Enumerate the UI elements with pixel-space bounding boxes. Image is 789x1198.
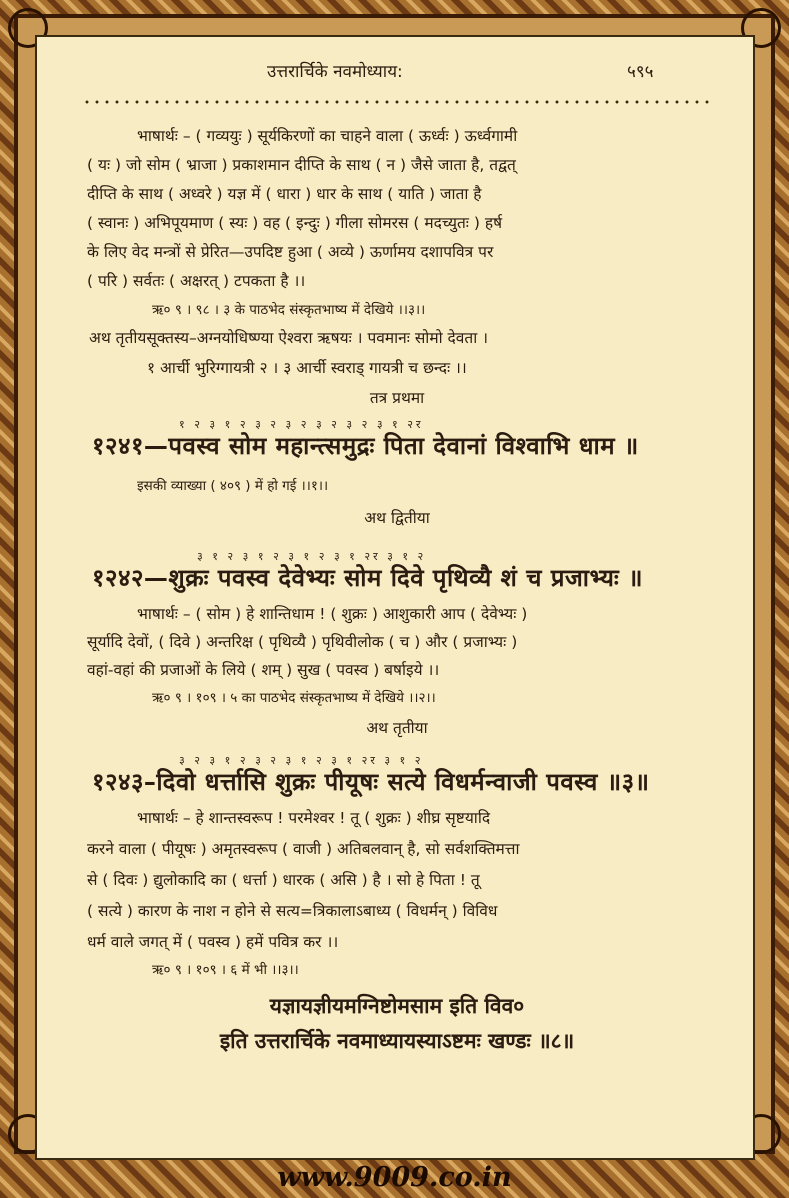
meaning-line: के लिए वेद मन्त्रों से प्रेरित—उपदिष्ट हुआ ( अव्ये ) ऊर्णामय दशापवित्र पर xyxy=(87,243,494,261)
accent-marks: ३ १ २ ३ १ २ ३ १ २ ३ १ २र ३ १ २ xyxy=(197,550,427,563)
accent-marks: १ २ ३ १ २ ३ २ ३ २ ३ २ ३ २ ३ १ २र xyxy=(179,418,424,431)
sukta-line: १ आर्ची भुरिग्गायत्री २ । ३ आर्ची स्वराड् गायत्री च छन्दः ।। xyxy=(147,359,467,377)
meaning-line: भाषार्थः – हे शान्तस्वरूप ! परमेश्वर ! तू ( शुक्रः ) शीघ्र सृष्टयादि xyxy=(137,809,491,827)
meaning-line: वहां-वहां की प्रजाओं के लिये ( शम् ) सुख ( पवस्व ) बर्षाइये ।। xyxy=(87,661,440,679)
page-number: ५९५ xyxy=(627,62,654,82)
dotted-divider xyxy=(82,99,712,105)
website-footer[interactable]: www.9009.co.in xyxy=(277,1162,512,1193)
colophon-line: यज्ञायज्ञीयमग्निष्टोमसाम इति विव० xyxy=(269,994,525,1018)
verse-1242: १२४२—शुक्रः पवस्व देवेभ्यः सोम दिवे पृथिव्यै शं च प्रजाभ्यः ॥ xyxy=(92,564,643,592)
meaning-line: सूर्यादि देवों, ( दिवे ) अन्तरिक्ष ( पृथिव्यै ) पृथिवीलोक ( च ) और ( प्रजाभ्यः ) xyxy=(87,633,518,651)
verse-1241: १२४१—पवस्व सोम महान्त्समुद्रः पिता देवानां विश्वाभि धाम ॥ xyxy=(92,432,639,460)
book-page xyxy=(35,35,755,1160)
verse-heading: अथ द्वितीया xyxy=(364,509,430,527)
meaning-line: ( परि ) सर्वतः ( अक्षरत् ) टपकता है ।। xyxy=(87,272,306,290)
page-header xyxy=(37,59,757,85)
meaning-line: ( यः ) जो सोम ( भ्राजा ) प्रकाशमान दीप्ति के साथ ( न ) जैसे जाता है, तद्वत् xyxy=(87,156,516,174)
meaning-line: ( स्वानः ) अभिपूयमाण ( स्यः ) वह ( इन्दुः ) गीला सोमरस ( मदच्युतः ) हर्ष xyxy=(87,214,503,232)
meaning-line: ( सत्ये ) कारण के नाश न होने से सत्य=त्रिकालाऽबाध्य ( विधर्मन् ) विविध xyxy=(87,902,498,920)
verse-heading: अथ तृतीया xyxy=(366,719,428,737)
colophon-line: इति उत्तरार्चिके नवमाध्यायस्याऽष्टमः खण्डः ॥८॥ xyxy=(219,1029,575,1053)
verse-heading: तत्र प्रथमा xyxy=(369,389,425,407)
reference-line: ऋ० ९ । १०९ । ५ का पाठभेद संस्कृतभाष्य में देखिये ।।२।। xyxy=(152,690,436,706)
reference-line: ऋ० ९ । ९८ । ३ के पाठभेद संस्कृतभाष्य में देखिये ।।३।। xyxy=(152,302,426,318)
meaning-line: से ( दिवः ) द्युलोकादि का ( धर्त्ता ) धारक ( असि ) है । सो हे पिता ! तू xyxy=(87,871,480,889)
accent-marks: ३ २ ३ १ २ ३ २ ३ १ २ ३ १ २र ३ १ २ xyxy=(179,754,424,767)
explanation-note: इसकी व्याख्या ( ४०९ ) में हो गई ।।१।। xyxy=(137,478,329,494)
sukta-line: अथ तृतीयसूक्तस्य–अग्नयोधिष्ण्या ऐश्वरा ऋषयः । पवमानः सोमो देवता । xyxy=(89,329,489,347)
meaning-line: भाषार्थः – ( सोम ) हे शान्तिधाम ! ( शुक्रः ) आशुकारी आप ( देवेभ्यः ) xyxy=(137,605,528,623)
verse-1243: १२४३–दिवो धर्त्तासि शुक्रः पीयूषः सत्ये विधर्मन्वाजी पवस्व ॥३॥ xyxy=(92,768,650,796)
page-title: उत्तरार्चिके नवमोध्याय: xyxy=(267,62,403,82)
meaning-line: दीप्ति के साथ ( अध्वरे ) यज्ञ में ( धारा ) धार के साथ ( याति ) जाता है xyxy=(87,185,482,203)
meaning-line: भाषार्थः – ( गव्ययुः ) सूर्यकिरणों का चाहने वाला ( ऊर्ध्वः ) ऊर्ध्वगामी xyxy=(137,127,518,145)
meaning-line: धर्म वाले जगत् में ( पवस्व ) हमें पवित्र कर ।। xyxy=(87,933,339,951)
reference-line: ऋ० ९ । १०९ । ६ में भी ।।३।। xyxy=(152,962,299,978)
meaning-line: करने वाला ( पीयूषः ) अमृतस्वरूप ( वाजी ) अतिबलवान् है, सो सर्वशक्तिमत्ता xyxy=(87,840,520,858)
